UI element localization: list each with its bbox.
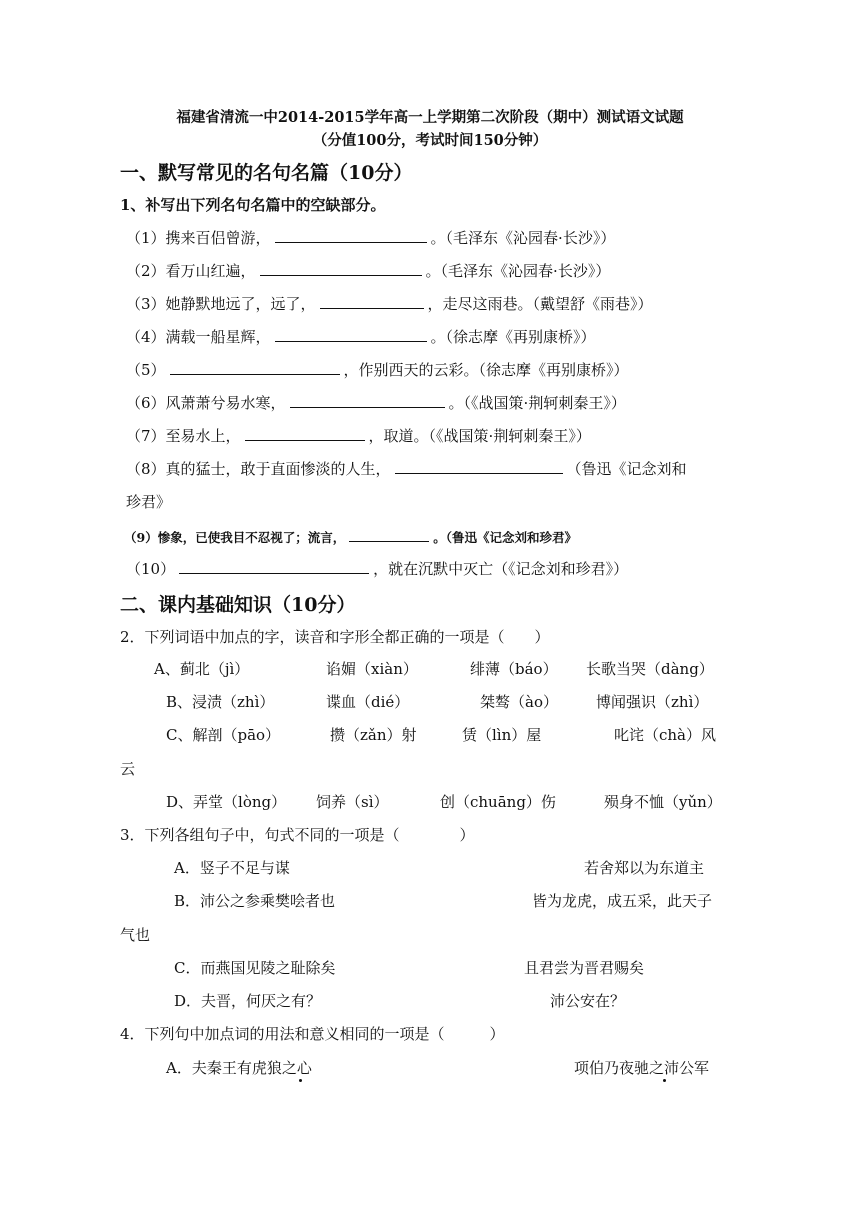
q2-option-b-1: B、浸渍（zhì） <box>166 693 275 711</box>
q3-option-b-2: 皆为龙虎，成五采，此天子 <box>532 892 713 910</box>
answer-blank[interactable] <box>290 393 445 408</box>
emphasis-dot <box>663 1079 666 1082</box>
q2-option-a-1: A、蓟北（jì） <box>154 660 250 678</box>
item-text: （3）她静默地远了，远了， <box>126 295 316 313</box>
recite-item-6 <box>126 392 626 413</box>
document-title: 福建省清流一中2014-2015学年高一上学期第二次阶段（期中）测试语文试题 <box>176 109 684 126</box>
q3-option-a-2: 若舍郑以为东道主 <box>584 859 705 877</box>
q3-option-c-1: C．而燕国见陵之耻除矣 <box>174 959 336 977</box>
q3-option-b-1: B．沛公之参乘樊哙者也 <box>174 892 336 910</box>
item-text: （8）真的猛士，敢于直面惨淡的人生， <box>126 460 391 478</box>
q2-option-c-4: 叱诧（chà）风 <box>614 726 717 744</box>
q4-stem: 4．下列句中加点词的用法和意义相同的一项是（ ） <box>120 1025 505 1043</box>
q2-stem: 2．下列词语中加点的字，读音和字形全都正确的一项是（ ） <box>120 628 550 646</box>
recite-item-8-cont: 珍君》 <box>126 493 172 511</box>
q3-option-a-1: A．竖子不足与谋 <box>174 859 290 877</box>
q2-option-a-2: 谄媚（xiàn） <box>326 660 418 678</box>
recite-item-2 <box>126 260 610 281</box>
q4-option-a-2: 项伯乃夜驰之沛公军 <box>574 1059 710 1077</box>
q3-stem: 3．下列各组句子中，句式不同的一项是（ ） <box>120 826 475 844</box>
answer-blank[interactable] <box>260 261 422 276</box>
q2-option-c-1: C、解剖（pāo） <box>166 726 281 744</box>
answer-blank[interactable] <box>170 360 340 375</box>
answer-blank[interactable] <box>275 228 427 243</box>
answer-blank[interactable] <box>275 327 427 342</box>
q2-option-b-2: 谍血（dié） <box>326 693 410 711</box>
recite-item-3 <box>126 293 653 314</box>
q2-option-c-cont: 云 <box>120 760 136 778</box>
answer-blank[interactable] <box>349 529 429 542</box>
q2-option-d-1: D、弄堂（lòng） <box>166 793 287 811</box>
recite-item-5 <box>126 359 629 380</box>
q3-option-d-2: 沛公安在？ <box>550 992 626 1010</box>
item-source: 。（《战国策·荆轲刺秦王》） <box>448 394 626 412</box>
q2-option-b-3: 桀骜（ào） <box>480 693 558 711</box>
q3-option-d-1: D．夫晋，何厌之有？ <box>174 992 322 1010</box>
q4-option-a-1: A．夫秦王有虎狼之心 <box>166 1059 312 1077</box>
q1-stem: 1、补写出下列名句名篇中的空缺部分。 <box>120 196 386 214</box>
recite-item-8 <box>126 458 687 479</box>
answer-blank[interactable] <box>320 294 424 309</box>
recite-item-1 <box>126 227 615 248</box>
item-source: ，取道。（《战国策·荆轲刺秦王》） <box>368 427 591 445</box>
item-source: 。（徐志摩《再别康桥》） <box>430 328 596 346</box>
item-text: （10） <box>126 560 176 578</box>
item-source: ，就在沉默中灭亡（《记念刘和珍君》） <box>373 560 629 578</box>
q3-option-b-cont: 气也 <box>120 926 151 944</box>
item-source: 。（毛泽东《沁园春·长沙》） <box>430 229 616 247</box>
q2-option-a-3: 绯薄（báo） <box>470 660 558 678</box>
q2-option-c-2: 攒（zǎn）射 <box>330 726 417 744</box>
item-text: （2）看万山红遍， <box>126 262 256 280</box>
recite-item-10 <box>126 558 628 579</box>
document-subtitle: （分值100分，考试时间150分钟） <box>312 132 548 149</box>
item-source: ，走尽这雨巷。（戴望舒《雨巷》） <box>427 295 653 313</box>
answer-blank[interactable] <box>395 459 563 474</box>
item-source: 。（鲁迅《记念刘和珍君》 <box>433 530 577 545</box>
item-source: 。（毛泽东《沁园春·长沙》） <box>425 262 611 280</box>
recite-item-9 <box>124 528 577 546</box>
item-text: （6）风萧萧兮易水寒， <box>126 394 286 412</box>
section1-heading: 一、默写常见的名句名篇（10分） <box>120 162 413 184</box>
item-source: ，作别西天的云彩。（徐志摩《再别康桥》） <box>343 361 629 379</box>
q2-option-d-3: 创（chuāng）伤 <box>440 793 556 811</box>
item-text: （9）惨象，已使我目不忍视了；流言， <box>124 530 346 545</box>
item-text: （4）满载一船星辉， <box>126 328 271 346</box>
item-source: （鲁迅《记念刘和 <box>566 460 687 478</box>
emphasis-dot <box>299 1079 302 1082</box>
item-text: （5） <box>126 361 166 379</box>
q2-option-d-2: 饲养（sì） <box>316 793 389 811</box>
answer-blank[interactable] <box>179 559 369 574</box>
section2-heading: 二、课内基础知识（10分） <box>120 594 356 616</box>
item-text: （7）至易水上， <box>126 427 241 445</box>
q2-option-d-4: 殒身不恤（yǔn） <box>604 793 722 811</box>
q3-option-c-2: 且君尝为晋君赐矣 <box>524 959 645 977</box>
recite-item-4 <box>126 326 596 347</box>
answer-blank[interactable] <box>245 426 365 441</box>
q2-option-c-3: 赁（lìn）屋 <box>462 726 542 744</box>
item-text: （1）携来百侣曾游， <box>126 229 271 247</box>
q2-option-a-4: 长歌当哭（dàng） <box>586 660 714 678</box>
q2-option-b-4: 博闻强识（zhì） <box>596 693 709 711</box>
recite-item-7 <box>126 425 591 446</box>
